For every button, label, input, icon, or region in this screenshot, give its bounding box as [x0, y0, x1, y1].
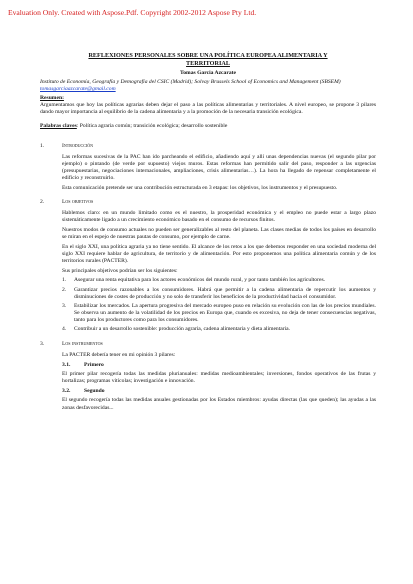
paragraph: Las reformas sucesivas de la PAC han ido parcheando el edificio, añadiendo aquí y allí unas dependencias nuevas (el segundo pilar por ejemplo) o pintando (de verde por supuesto) viejos muros. Estas reformas han permitido salir del paso, responder a las urgencias (presupuestarias, negociaciones internacionales, ampliaciones, crisis alimentarias…). La hora ha llegado de repensar completamente el edificio y reconstruirlo. — [62, 153, 376, 182]
subsection-title: Segundo — [84, 388, 105, 395]
list-text: Asegurar una renta equitativa para los actores económicos del mundo rural, y por tanto también los agricultores. — [74, 277, 326, 284]
list-text: Garantizar precios razonables a los consumidores. Habrá que permitir a la cadena alimentaria de repercutir los aumentos y disminuciones de costes de producción y no solo de transferir los beneficios de la productividad hacia el consumidor. — [74, 286, 376, 300]
abstract-text: Argumentamos que hoy las políticas agrarias deben dejar el paso a las políticas alimentarias y territoriales. A nivel europeo, se propone 3 pilares dando mayor importancia al equilibrio de la cadena alimentaria y a la promoción de la necesaria transición ecológica. — [40, 102, 376, 116]
keywords — [40, 123, 376, 130]
paragraph: El primer pilar recogería todas las medidas plurianuales: medidas medioambientales; inversiones, fondos operativos de las frutas y hortalizas; programas vitícolas; investigación e innovación. — [62, 371, 376, 385]
section-number: 1. — [40, 142, 45, 149]
document-page — [40, 52, 376, 414]
objectives-list — [40, 277, 376, 333]
paragraph: El segundo recogería todas las medidas anuales gestionadas por los Estados miembros: ayudas directas (las que queden); las ayudas a las zonas desfavorecidas... — [62, 397, 376, 411]
document-title — [40, 52, 376, 68]
list-item — [62, 303, 376, 324]
list-number: 4. — [62, 326, 67, 333]
section-1-heading — [40, 143, 376, 150]
author-affiliation — [40, 79, 376, 93]
section-2-heading — [40, 199, 376, 206]
author-email-link[interactable]: tomasgarciaazcarate@gmail.com — [40, 85, 116, 92]
section-number: 3. — [40, 340, 45, 347]
title-line-1: REFLEXIONES PERSONALES SOBRE UNA POLÍTICA EUROPEA ALIMENTARIA Y — [88, 52, 328, 59]
paragraph: Sus principales objetivos podrían ser los siguientes: — [62, 267, 178, 274]
list-number: 2. — [62, 286, 67, 293]
section-title: Los objetivos — [62, 199, 94, 206]
evaluation-watermark: Evaluation Only. Created with Aspose.Pdf. Copyright 2002-2012 Aspose Pty Ltd. — [8, 8, 257, 17]
affiliation-text: Instituto de Economía, Geografía y Demografía del CSIC (Madrid); Solvay Brussels School of Economics and Management (SBSEM) — [40, 78, 341, 85]
subsection-title: Primero — [84, 361, 104, 368]
section-3-heading — [40, 341, 376, 348]
list-number: 1. — [62, 277, 67, 284]
abstract-heading: Resumen: — [40, 94, 64, 101]
paragraph: Hablemos claro: en un mundo limitado como es el nuestro, la prosperidad económica y el empleo no puede estar a largo plazo sistemáticamente ligado a un crecimiento económico basado en el consumo de recursos finitos. — [62, 210, 376, 224]
list-number: 3. — [62, 302, 67, 309]
list-text: Estabilizar los mercados. La apertura progresiva del mercado europeo puso en relación su evolución con las de los precios mundiales. Se observa un aumento de la volatilidad de los precios en Europa que, cuando es excesiva, no deja de tener consecuencias negativas, tanto para los productores como para los consumidores. — [74, 302, 376, 324]
list-item — [62, 287, 376, 301]
keywords-label: Palabras claves — [40, 123, 77, 130]
title-line-2: TERRITORIAL — [186, 59, 230, 67]
list-text: Contribuir a un desarrollo sostenible: producción agraria, cadena alimentaria y dieta alimentaria. — [74, 326, 291, 333]
subsection-3-2-heading — [40, 388, 376, 395]
subsection-number: 3.2. — [62, 388, 71, 395]
section-title: Introducción — [62, 142, 93, 149]
section-title: Los instrumentos — [62, 340, 103, 347]
keywords-text: : Política agraria común; transición ecológica; desarrollo sostenible — [76, 123, 228, 130]
list-item — [62, 326, 376, 333]
list-item — [62, 277, 376, 284]
section-number: 2. — [40, 199, 45, 206]
subsection-number: 3.1. — [62, 361, 71, 368]
paragraph: Nuestros modos de consumo actuales no pueden ser generalizables al resto del planeta. Las clases medias de todos los países en desarrollo se miran en el espejo de nuestras pautas de consumo, por ejemplo de carne. — [62, 227, 376, 241]
author-name: Tomas Garcia Azcarate — [180, 69, 236, 76]
subsection-3-1-heading — [40, 362, 376, 369]
paragraph: En el siglo XXI, una política agraria ya no tiene sentido. El alcance de los retos a los que debemos responder en una sociedad moderna del siglo XXI requiere hablar de agricultura, de territorio y de alimentación. Por esto proponemos una política alimentaria común y de los territorios rurales (PACTER). — [62, 243, 376, 265]
paragraph: La PACTER debería tener en mi opinión 3 pilares: — [62, 351, 176, 358]
paragraph: Esta comunicación pretende ser una contribución estructurada en 3 etapas: los objetivos, los instrumentos y el presupuesto. — [62, 184, 338, 191]
